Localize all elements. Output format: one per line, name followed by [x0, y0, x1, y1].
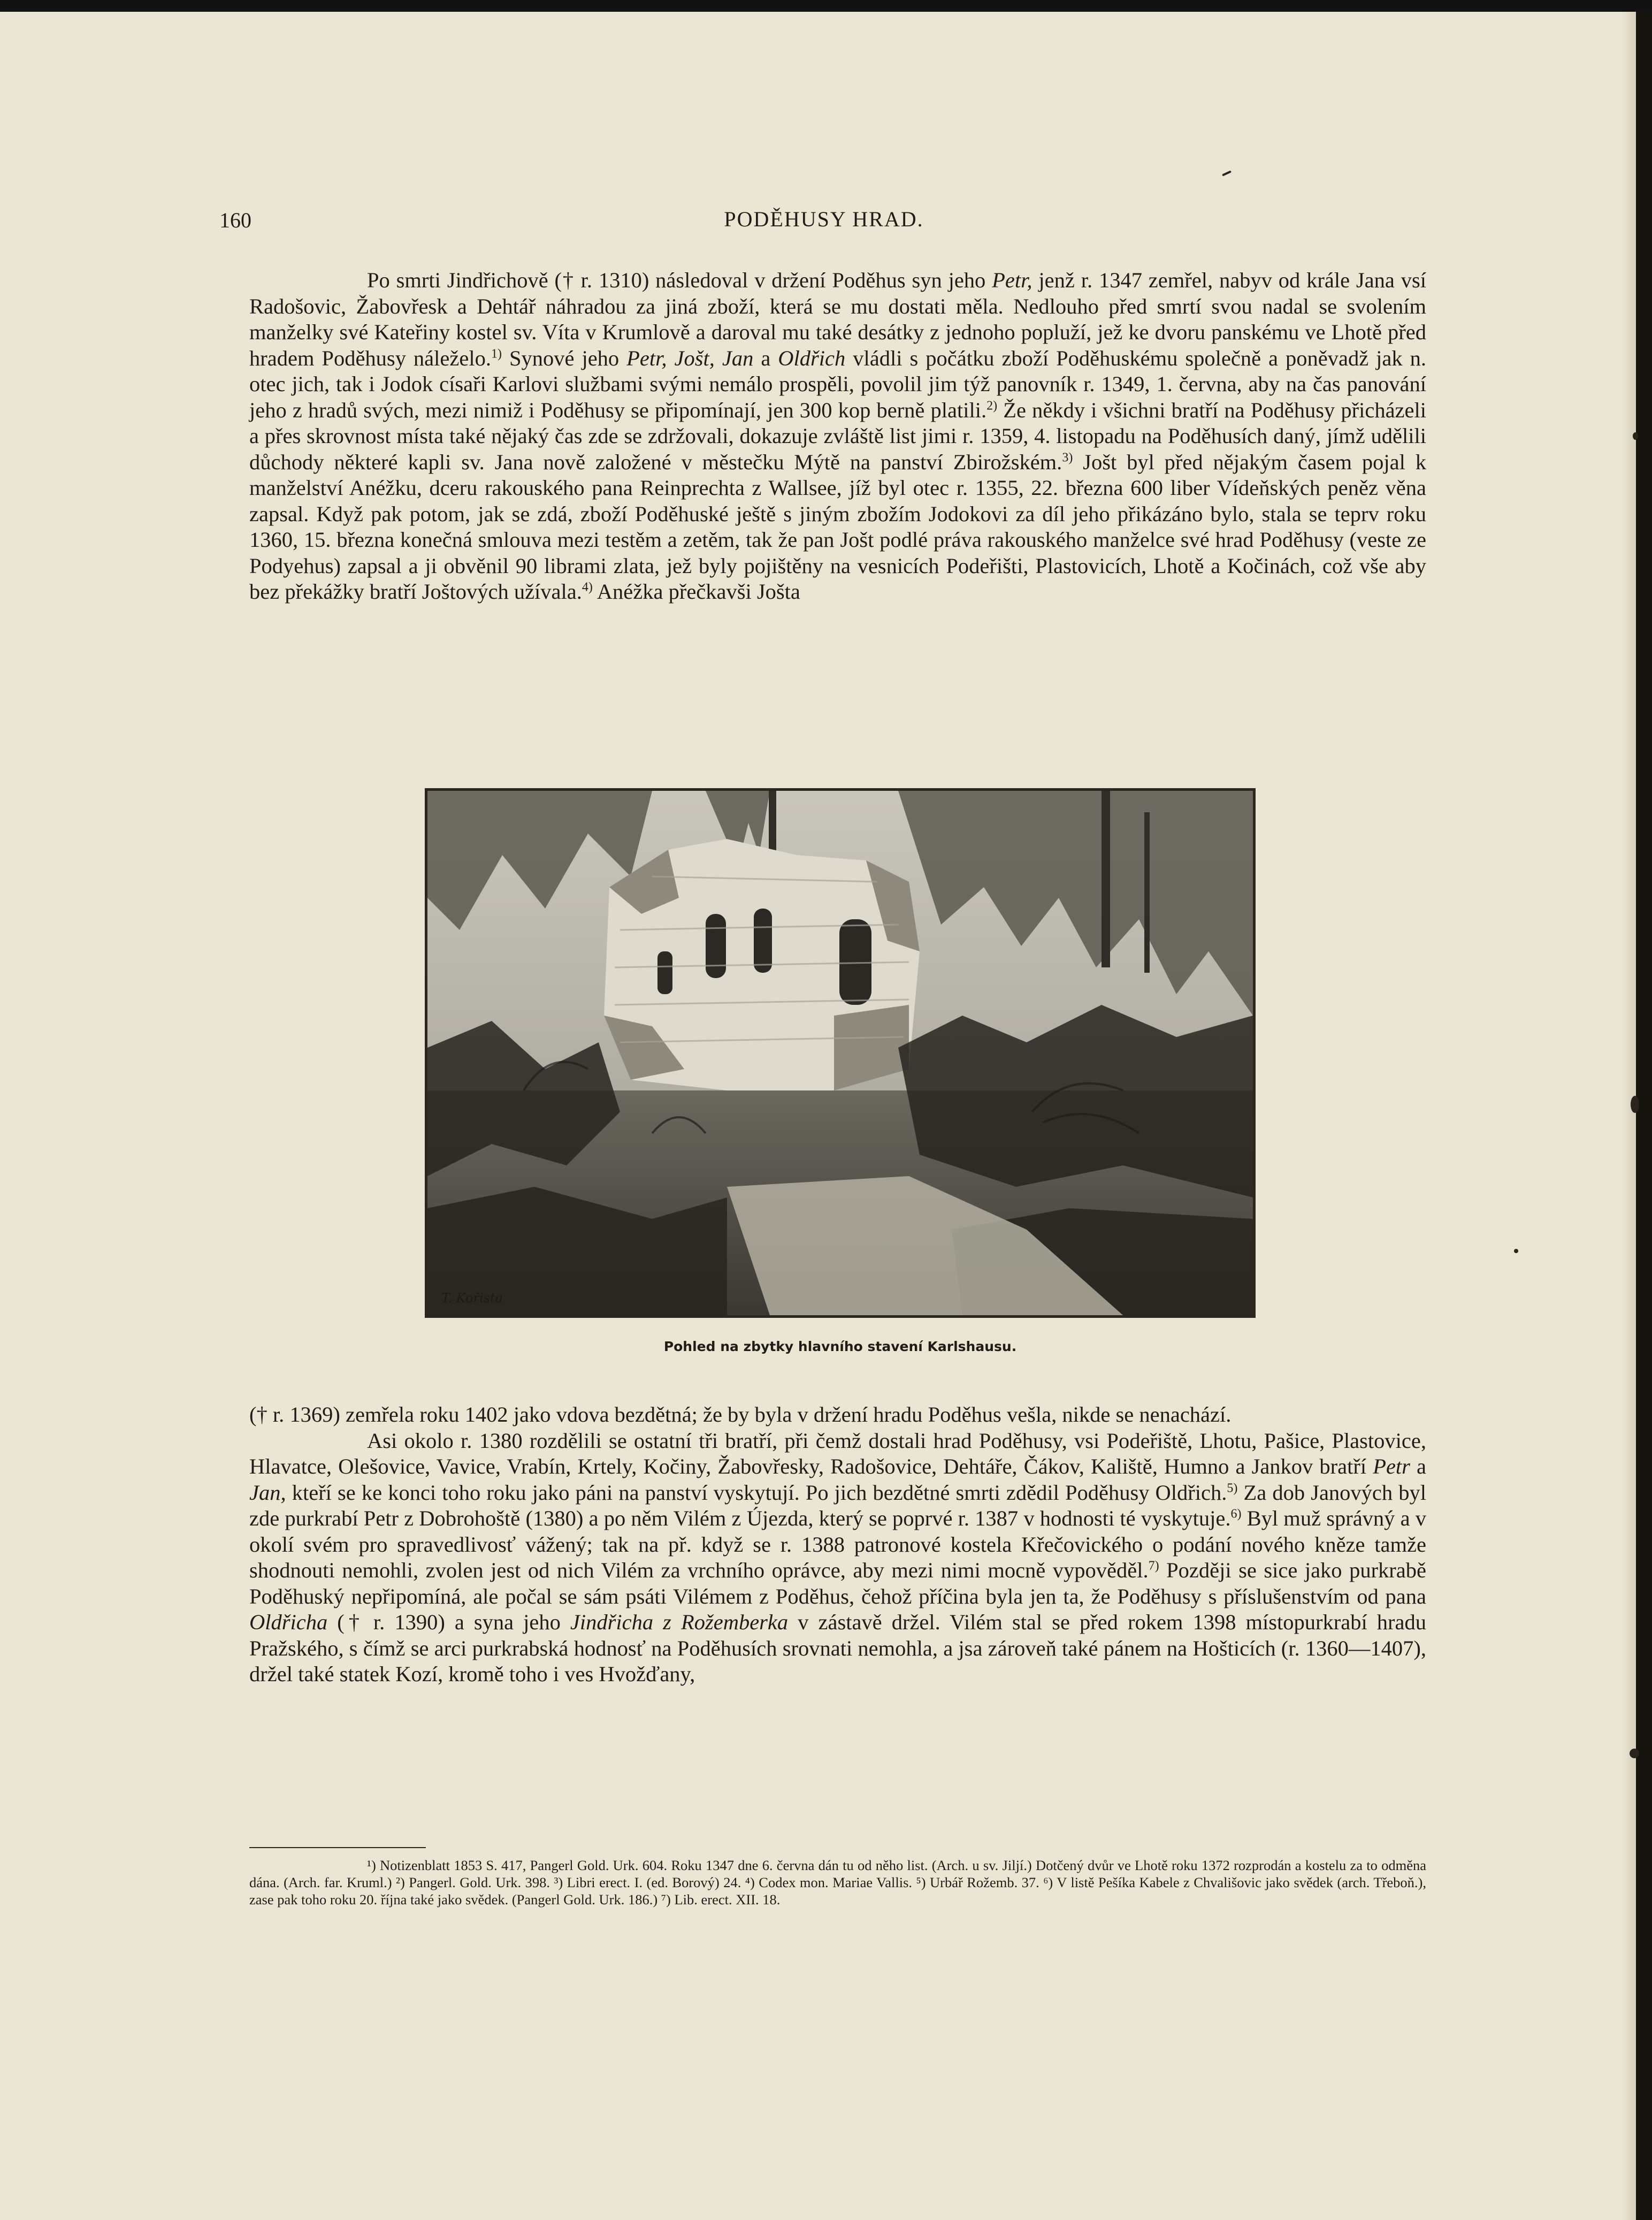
footnotes [249, 1857, 1426, 1908]
name-italic: Petr, [992, 268, 1032, 292]
lower-text-block [249, 1402, 1426, 1688]
name-italic: Petr [1373, 1454, 1410, 1478]
text-run: a [753, 346, 778, 370]
paragraph-petr [249, 268, 1426, 605]
upper-text-block [249, 268, 1426, 605]
footnote-ref: 7) [1148, 1559, 1159, 1573]
running-title: PODĚHUSY HRAD. [724, 207, 924, 231]
text-run: Byl muž správný a v okolí svém pro spravedlivosť vážený; tak na př. když se r. 1388 patronové kostela Křečovického o podání nového kněze tamže shodnouti nemohli, zvolen jest od nich Vilém za vrchního oprávce, aby mezi nimi mocně vypověděl. [249, 1506, 1427, 1582]
text-run: v zástavě držel. Vilém stal se před rokem 1398 místopurkrabí hradu Pražského, s čímž se arci purkrabská hodnosť na Poděhusích srovnati nemohla, a jsa zároveň také pánem na Hošticích (r. 1360—1407), držel také statek Kozí, kromě toho i ves Hvožďany, [249, 1610, 1426, 1686]
name-italic: Oldřicha [249, 1610, 328, 1634]
text-run: Po smrti Jindřichově († r. 1310) následoval v držení Poděhus syn jeho [367, 268, 992, 292]
text-run: jenž r. 1347 zemřel, nabyv od krále Jana vsí Radošovic, Žabovřesk a Dehtář náhradou za jiná zboží, která se mu dostati měla. Nedlouho před smrtí svou nadal se svolením manželky své Kateřiny kostel sv. Víta v Krumlově a daroval mu také desátky z jednoho popluží, jež ke dvoru panskému ve Lhotě před hradem Poděhusy náleželo. [249, 268, 1426, 370]
footnote-text: ¹) Notizenblatt 1853 S. 417, Pangerl Gold. Urk. 604. Roku 1347 dne 6. června dán tu od něho list. (Arch. u sv. Jiljí.) Dotčený dvůr ve Lhotě roku 1372 rozprodán a kostelu za to odměna dána. (Arch. far. Kruml.) ²) Pangerl. Gold. Urk. 398. ³) Libri erect. I. (ed. Borový) 24. ⁴) Codex mon. Mariae Vallis. ⁵) Urbář Rožemb. 37. ⁶) V listě Pešíka Kabele z Chvališovic jako svědek (arch. Třeboň.), zase pak toho roku 20. října také jako svědek. (Pangerl Gold. Urk. 186.) ⁷) Lib. erect. XII. 18. [249, 1857, 1426, 1908]
text-run: Jošt byl před nějakým časem pojal k manželství Anéžku, dceru rakouského pana Reinprechta z Wallsee, jíž byl otec r. 1355, 22. března 600 liber Vídeňských peněz věna zapsal. Když pak potom, jak se zdá, zboží Poděhuské ještě s jiným zbožím Jodokovi za díl jeho přikázáno bylo, stala se teprv roku 1360, 15. března konečná smlouva mezi testěm a zetěm, tak že pan Jošt podlé práva rakouského manželce své hrad Poděhusy (veste ze Podyehus) zapsal a ji obvěnil 90 librami zlata, jež byly pojištěny na vesnicích Podeřišti, Plastovicích, Lhotě a Kočinách, což vše aby bez překážky bratří Joštových užívala. [249, 449, 1426, 604]
text-run: kteří se ke konci toho roku jako páni na panství vyskytují. Po jich bezdětné smrti zdědil Poděhusy Oldřich. [286, 1480, 1227, 1505]
footnote-ref: 1) [491, 347, 502, 361]
text-run: Že někdy i všichni bratří na Poděhusy přicházeli a přes skrovnost místa také nějaký čas zde se zdržovali, dokazuje zvláště list jimi r. 1359, 4. listopadu na Poděhusích daný, jímž udělili důchody některé kapli sv. Jana nově založené v městečku Mýtě na panství Zbirožském. [249, 398, 1426, 474]
footnote-ref: 4) [582, 580, 593, 594]
text-run: († r. 1390) a syna jeho [327, 1610, 570, 1634]
text-run: Za dob Janových byl zde purkrabí Petr z Dobrohoště (1380) a po něm Vilém z Újezda, který se poprvé r. 1387 v hodnosti té vyskytuje. [249, 1480, 1426, 1530]
name-italic: Petr, Jošt, Jan [626, 346, 754, 370]
footnote-ref: 3) [1062, 451, 1073, 464]
figure-caption: Pohled na zbytky hlavního stavení Karlshausu. [663, 1339, 1017, 1354]
ruins-engraving [427, 791, 1253, 1315]
text-run: a [1410, 1454, 1427, 1478]
text-run: Asi okolo r. 1380 rozdělili se ostatní tři bratří, při čemž dostali hrad Poděhusy, vsi Podeřiště, Lhotu, Pašice, Plastovice, Hlavatce, Olešovice, Vavice, Vrabín, Krtely, Kočiny, Žabovřesky, Radošovice, Dehtáře, Čákov, Kaliště, Humno a Jankov bratří [249, 1428, 1426, 1478]
paragraph-anezka: († r. 1369) zemřela roku 1402 jako vdova bezdětná; že by byla v držení hradu Poděhus vešla, nikde se nenachází. [249, 1402, 1232, 1426]
ruins-illustration [425, 788, 1256, 1318]
footnote-rule [249, 1847, 426, 1848]
paragraph-brothers [249, 1428, 1426, 1688]
text-run: Anéžka přečkavši Jošta [592, 579, 800, 604]
text-run: Synové jeho [501, 346, 627, 370]
name-italic: Jindřicha z Rožemberka [570, 1610, 789, 1634]
text-run: Později se sice jako purkrabě Poděhuský nepřipomíná, ale počal se sám psáti Vilémem z Poděhus, čehož příčina byla jen ta, že Poděhusy s příslušenstvím od pana [249, 1558, 1426, 1608]
footnote-ref: 5) [1227, 1481, 1238, 1495]
text-run: vládli s počátku zboží Poděhuskému společně a poněvadž jak n. otec jich, tak i Jodok císaři Karlovi službami svými nemálo prospěli, povolil jim týž panovník r. 1349, 1. června, aby na čas panování jeho z hradů svých, mezi nimiž i Poděhusy se připomínají, jen 300 kop berně platili. [249, 346, 1426, 422]
name-italic: Oldřich [778, 346, 846, 370]
name-italic: Jan, [249, 1480, 286, 1505]
footnote-ref: 6) [1230, 1507, 1242, 1521]
page-number: 160 [219, 208, 251, 232]
artist-signature: T. Kořista [441, 1291, 503, 1306]
footnote-ref: 2) [986, 399, 998, 413]
